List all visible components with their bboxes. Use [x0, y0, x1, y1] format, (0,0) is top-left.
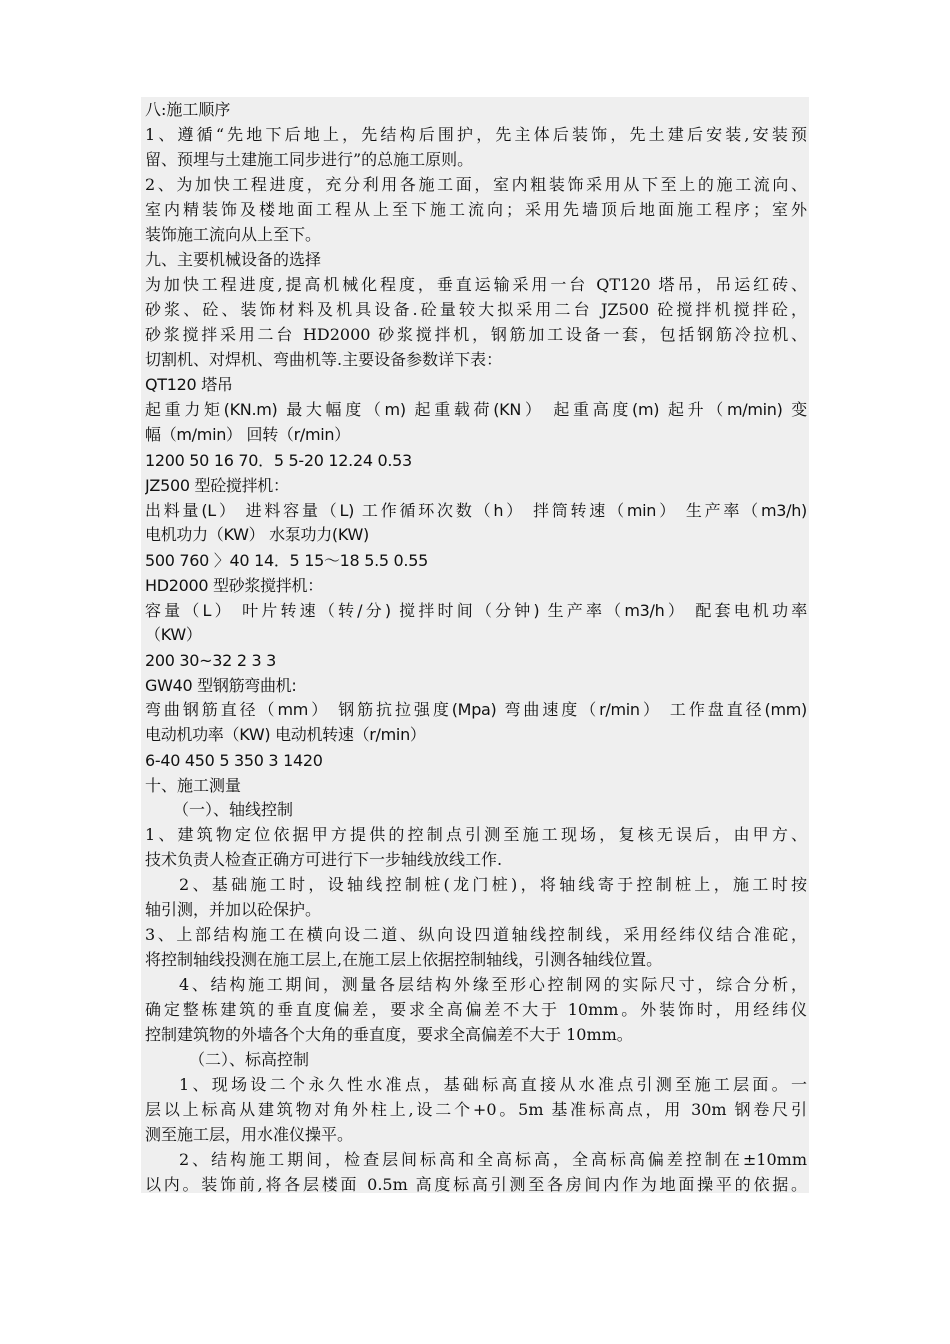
- text-line: 3、上部结构施工在横向设二道、纵向设四道轴线控制线，采用经纬仪结合准砣，: [145, 925, 807, 944]
- text-line: 弯曲钢筋直径（mm） 钢筋抗拉强度(Mpa) 弯曲速度（r/min） 工作盘直径(mm): [145, 700, 807, 719]
- text-line: 切割机、对焊机、弯曲机等.主要设备参数详下表：: [145, 350, 503, 369]
- text-line: 电动机功率（KW) 电动机转速（r/min）: [145, 725, 426, 744]
- text-line: 为加快工程进度,提高机械化程度，垂直运输采用一台 QT120 塔吊，吊运红砖、: [145, 275, 807, 294]
- text-line: 2、结构施工期间，检查层间标高和全高标高，全高标高偏差控制在±10mm: [179, 1150, 807, 1169]
- text-line: 留、预埋与土建施工同步进行”的总施工原则。: [145, 150, 474, 169]
- text-line: （一）、轴线控制: [173, 800, 294, 819]
- text-line: 2、为加快工程进度，充分利用各施工面，室内粗装饰采用从下至上的施工流向、: [145, 175, 807, 194]
- text-line: 出料量(L） 进料容量（L) 工作循环次数（h） 拌筒转速（min） 生产率（m3/h): [145, 501, 807, 520]
- text-line: 2、基础施工时，设轴线控制桩(龙门桩)，将轴线寄于控制桩上，施工时按: [179, 875, 807, 894]
- text-line: 6-40 450 5 350 3 1420: [145, 751, 323, 770]
- text-line: （二）、标高控制: [189, 1050, 310, 1069]
- text-line: 1、现场设二个永久性水准点，基础标高直接从水准点引测至施工层面。一: [179, 1075, 807, 1094]
- text-line: 500 760 〉40 14．5 15～18 5.5 0.55: [145, 551, 428, 570]
- text-line: 1200 50 16 70．5 5-20 12.24 0.53: [145, 451, 412, 470]
- document-page: [141, 97, 809, 1193]
- text-line: 以内。装饰前,将各层楼面 0.5m 高度标高引测至各房间内作为地面操平的依据。: [145, 1175, 807, 1194]
- text-line: QT120 塔吊: [145, 375, 233, 394]
- text-line: 200 30~32 2 3 3: [145, 651, 277, 670]
- text-line: 测至施工层，用水准仪操平。: [145, 1125, 354, 1144]
- text-line: 将控制轴线投测在施工层上,在施工层上依据控制轴线，引测各轴线位置。: [145, 950, 663, 969]
- text-line: 起重力矩(KN.m) 最大幅度（m) 起重载荷(KN） 起重高度(m) 起升（m/min) 变: [145, 400, 807, 419]
- text-line: 九、主要机械设备的选择: [145, 250, 322, 269]
- text-line: HD2000 型砂浆搅拌机：: [145, 576, 323, 595]
- text-line: 砂浆搅拌采用二台 HD2000 砂浆搅拌机，钢筋加工设备一套，包括钢筋冷拉机、: [145, 325, 807, 344]
- text-line: 电机功力（KW） 水泵功力(KW): [145, 525, 369, 544]
- text-line: 室内精装饰及楼地面工程从上至下施工流向；采用先墙顶后地面施工程序；室外: [145, 200, 807, 219]
- text-line: 十、施工测量: [145, 776, 242, 795]
- text-line: 技术负责人检查正确方可进行下一步轴线放线工作.: [145, 850, 503, 869]
- text-line: GW40 型钢筋弯曲机:: [145, 676, 297, 695]
- text-line: 控制建筑物的外墙各个大角的垂直度，要求全高偏差不大于 10mm。: [145, 1025, 633, 1044]
- text-line: 砂浆、砼、装饰材料及机具设备.砼量较大拟采用二台 JZ500 砼搅拌机搅拌砼，: [145, 300, 807, 319]
- text-line: 幅（m/min） 回转（r/min）: [145, 425, 350, 444]
- text-line: 1、遵循“先地下后地上，先结构后围护，先主体后装饰，先土建后安装,安装预: [145, 125, 807, 144]
- text-line: JZ500 型砼搅拌机：: [145, 476, 289, 495]
- text-line: 容量（L） 叶片转速（转/分) 搅拌时间（分钟) 生产率（m3/h） 配套电机功率: [145, 601, 807, 620]
- text-line: 装饰施工流向从上至下。: [145, 225, 322, 244]
- text-line: 层以上标高从建筑物对角外柱上,设二个+0。5m 基准标高点，用 30m 钢卷尺引: [145, 1100, 807, 1119]
- text-line: 确定整栋建筑的垂直度偏差，要求全高偏差不大于 10mm。外装饰时，用经纬仪: [145, 1000, 807, 1019]
- text-line: 1、建筑物定位依据甲方提供的控制点引测至施工现场，复核无误后，由甲方、: [145, 825, 807, 844]
- text-line: 八:施工顺序: [145, 100, 231, 119]
- text-line: （KW）: [145, 625, 202, 644]
- text-line: 4、结构施工期间，测量各层结构外缘至形心控制网的实际尺寸，综合分析，: [179, 975, 807, 994]
- text-line: 轴引测，并加以砼保护。: [145, 900, 322, 919]
